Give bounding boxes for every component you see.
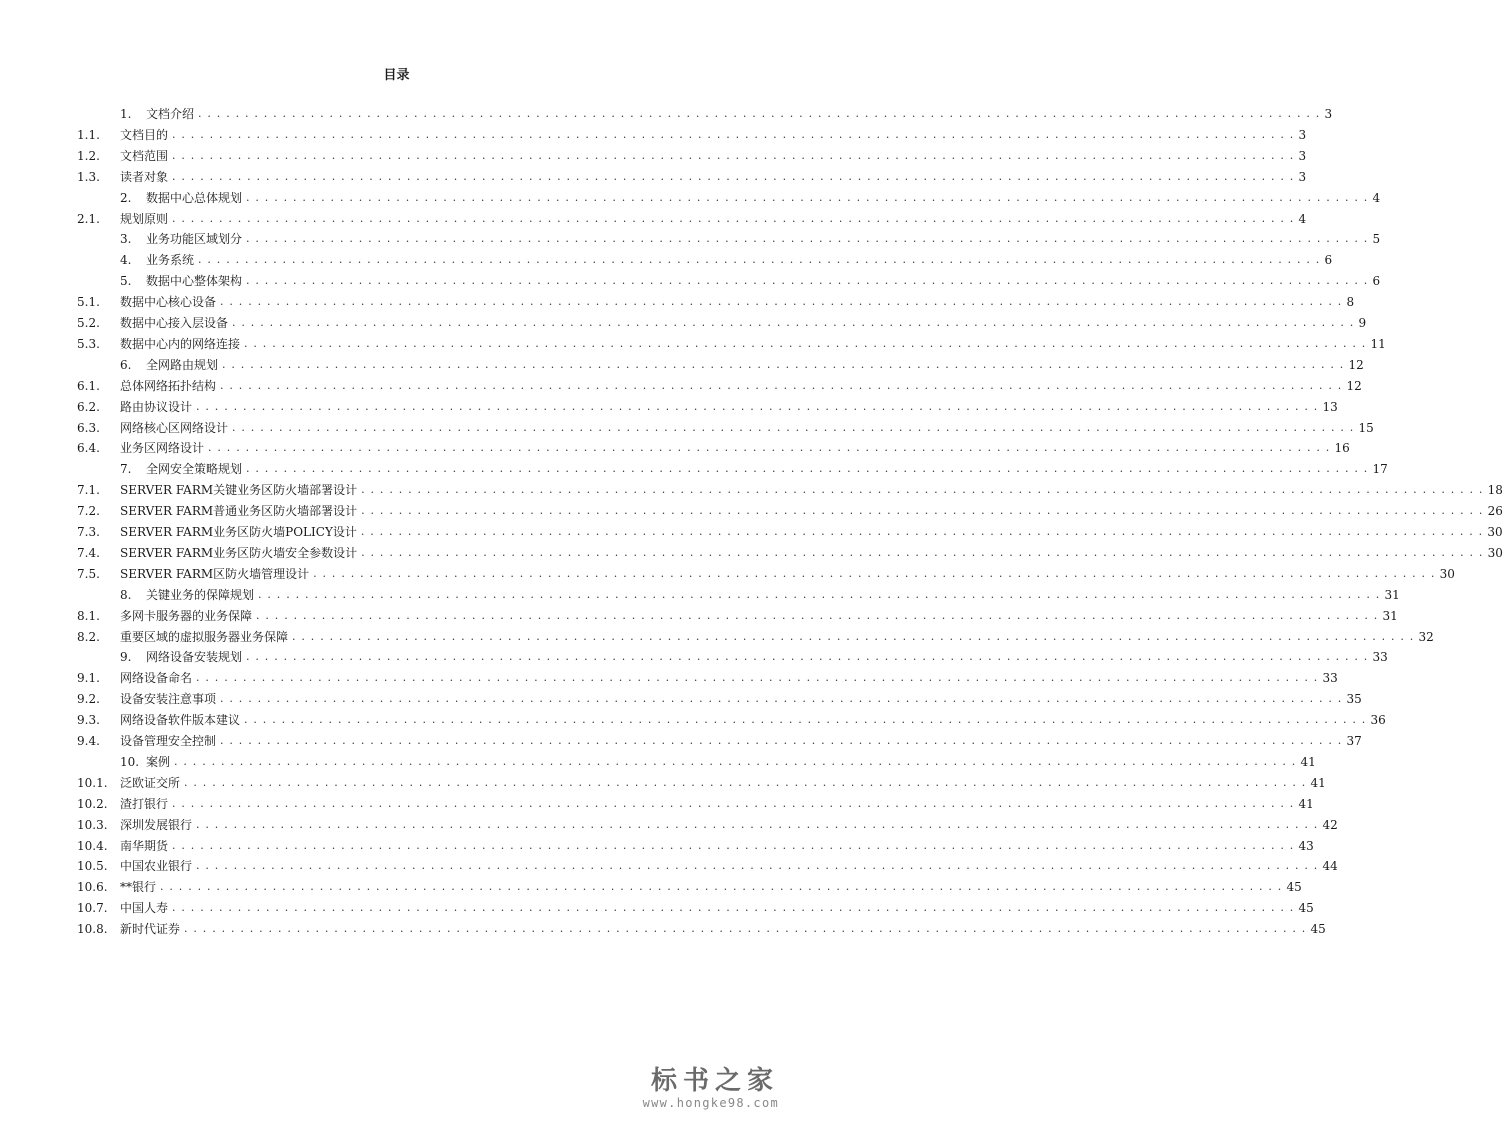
toc-entry[interactable] xyxy=(77,877,1302,897)
toc-entry-number: 9.2. xyxy=(77,692,100,707)
toc-entry-number: 10.4. xyxy=(77,838,108,853)
toc-entry-title: 网络设备命名 xyxy=(120,671,193,686)
toc-entry-title: SERVER FARM业务区防火墙安全参数设计 xyxy=(120,545,358,560)
toc-leader-dots: . . . . . . . . . . . . . . . . . . . . . . . . . . . . . . . . . . . . . . . . . . . . . . . . . . . . . . . . . . . . . . . . . . . . . . . . . . . . . . . . . . . . . . . . . . . . . . . . . . . . . . . . . . . . . . . . . . . . . . . . xyxy=(292,629,1415,643)
toc-entry-page: 45 xyxy=(1298,901,1314,916)
toc-entry-number: 5.1. xyxy=(77,295,100,310)
toc-entry[interactable] xyxy=(77,564,1455,584)
toc-entry-title: 渣打银行 xyxy=(120,796,169,811)
toc-entry[interactable] xyxy=(77,146,1307,166)
toc-entry-title: 文档介绍 xyxy=(146,107,195,121)
toc-leader-dots: . . . . . . . . . . . . . . . . . . . . . . . . . . . . . . . . . . . . . . . . . . . . . . . . . . . . . . . . . . . . . . . . . . . . . . . . . . . . . . . . . . . . . . . . . . . . . . . . . . . . . . . . . . . . . . . . . . . . . . . . xyxy=(172,796,1295,810)
toc-entry[interactable] xyxy=(77,480,1503,500)
toc-entry-title: 南华期货 xyxy=(120,838,169,853)
toc-entry-page: 5 xyxy=(1372,232,1381,247)
toc-entry[interactable] xyxy=(77,397,1338,417)
toc-entry-number: 9. xyxy=(120,650,132,665)
toc-entry[interactable] xyxy=(0,752,1316,772)
toc-entry[interactable] xyxy=(77,710,1386,730)
toc-entry-title: 文档范围 xyxy=(120,148,169,163)
toc-entry-title: 关键业务的保障规划 xyxy=(146,587,255,602)
toc-entry-number: 10.6. xyxy=(77,880,108,895)
toc-entry[interactable] xyxy=(0,459,1388,479)
toc-entry[interactable] xyxy=(0,229,1381,249)
toc-entry[interactable] xyxy=(77,773,1326,793)
toc-entry-number: 6.1. xyxy=(77,378,100,393)
toc-entry-title: 重要区域的虚拟服务器业务保障 xyxy=(120,629,289,644)
toc-leader-dots: . . . . . . . . . . . . . . . . . . . . . . . . . . . . . . . . . . . . . . . . . . . . . . . . . . . . . . . . . . . . . . . . . . . . . . . . . . . . . . . . . . . . . . . . . . . . . . . . . . . . . . . . . . . . . . . . . . . . . . . . xyxy=(172,127,1295,141)
toc-leader-dots: . . . . . . . . . . . . . . . . . . . . . . . . . . . . . . . . . . . . . . . . . . . . . . . . . . . . . . . . . . . . . . . . . . . . . . . . . . . . . . . . . . . . . . . . . . . . . . . . . . . . . . . . . . . . . . . . . . . . . . . . xyxy=(222,357,1345,371)
toc-entry-number: 5.3. xyxy=(77,336,100,351)
toc-entry-page: 26 xyxy=(1487,504,1503,519)
toc-entry-number: 10.1. xyxy=(77,775,108,790)
toc-entry-title: 数据中心总体规划 xyxy=(146,190,243,205)
toc-entry[interactable] xyxy=(0,250,1333,270)
toc-entry-number: 8. xyxy=(120,587,132,602)
toc-entry[interactable] xyxy=(77,606,1398,626)
toc-entry-number: 10.2. xyxy=(77,796,108,811)
toc-entry[interactable] xyxy=(77,167,1307,187)
toc-entry-title: 案例 xyxy=(146,754,171,769)
toc-entry-number: 6.4. xyxy=(77,441,100,456)
toc-entry-page: 15 xyxy=(1358,420,1374,435)
toc-entry-title: SERVER FARM关键业务区防火墙部署设计 xyxy=(120,483,358,498)
toc-entry-number: 8.1. xyxy=(77,608,100,623)
toc-entry-title: SERVER FARM区防火墙管理设计 xyxy=(120,566,310,581)
toc-entry-page: 6 xyxy=(1372,274,1381,289)
toc-entry-title: 多网卡服务器的业务保障 xyxy=(120,608,253,623)
toc-leader-dots: . . . . . . . . . . . . . . . . . . . . . . . . . . . . . . . . . . . . . . . . . . . . . . . . . . . . . . . . . . . . . . . . . . . . . . . . . . . . . . . . . . . . . . . . . . . . . . . . . . . . . . . . . . . . . . . . . . . . . . . . xyxy=(361,545,1484,559)
toc-entry-title: SERVER FARM业务区防火墙POLICY设计 xyxy=(120,525,357,539)
toc-entry-number: 7.1. xyxy=(77,483,100,498)
toc-entry-number: 1.3. xyxy=(77,169,100,184)
toc-entry-number: 6. xyxy=(120,357,132,372)
toc-entry-number: 7. xyxy=(120,462,132,477)
toc-entry-page: 9 xyxy=(1358,316,1367,330)
toc-entry-number: 6.2. xyxy=(77,399,100,414)
toc-title: 目录 xyxy=(383,68,410,83)
toc-entry[interactable] xyxy=(77,418,1374,438)
toc-entry-number: 4. xyxy=(120,253,132,268)
toc-entry[interactable] xyxy=(0,585,1400,605)
toc-leader-dots: . . . . . . . . . . . . . . . . . . . . . . . . . . . . . . . . . . . . . . . . . . . . . . . . . . . . . . . . . . . . . . . . . . . . . . . . . . . . . . . . . . . . . . . . . . . . . . . . . . . . . . . . . . . . . . . . . . . . . . . . xyxy=(196,399,1319,413)
toc-leader-dots: . . . . . . . . . . . . . . . . . . . . . . . . . . . . . . . . . . . . . . . . . . . . . . . . . . . . . . . . . . . . . . . . . . . . . . . . . . . . . . . . . . . . . . . . . . . . . . . . . . . . . . . . . . . . . . . . . . . . . . . . xyxy=(174,754,1297,768)
toc-entry-title: 业务区网络设计 xyxy=(120,441,205,456)
toc-entry-title: 设备管理安全控制 xyxy=(120,734,217,748)
toc-entry[interactable] xyxy=(77,438,1350,458)
toc-entry-page: 35 xyxy=(1346,692,1362,707)
toc-entry-title: 全网安全策略规划 xyxy=(146,462,243,477)
toc-entry-title: 网络设备软件版本建议 xyxy=(120,713,241,728)
toc-entry-number: 7.5. xyxy=(77,566,100,581)
toc-entry-page: 16 xyxy=(1334,441,1350,456)
toc-entry-number: 1. xyxy=(120,107,132,121)
toc-leader-dots: . . . . . . . . . . . . . . . . . . . . . . . . . . . . . . . . . . . . . . . . . . . . . . . . . . . . . . . . . . . . . . . . . . . . . . . . . . . . . . . . . . . . . . . . . . . . . . . . . . . . . . . . . . . . . . . . . . . . . . . . xyxy=(246,190,1369,204)
toc-entry[interactable] xyxy=(77,209,1307,229)
toc-leader-dots: . . . . . . . . . . . . . . . . . . . . . . . . . . . . . . . . . . . . . . . . . . . . . . . . . . . . . . . . . . . . . . . . . . . . . . . . . . . . . . . . . . . . . . . . . . . . . . . . . . . . . . . . . . . . . . . . . . . . . . . . xyxy=(172,148,1295,162)
toc-entry-page: 30 xyxy=(1487,545,1503,560)
toc-entry-title: 路由协议设计 xyxy=(120,399,193,414)
toc-leader-dots: . . . . . . . . . . . . . . . . . . . . . . . . . . . . . . . . . . . . . . . . . . . . . . . . . . . . . . . . . . . . . . . . . . . . . . . . . . . . . . . . . . . . . . . . . . . . . . . . . . . . . . . . . . . . . . . . . . . . . . . . xyxy=(198,107,1321,120)
toc-entry[interactable] xyxy=(77,731,1362,751)
toc-entry-page: 31 xyxy=(1382,608,1398,623)
toc-entry[interactable] xyxy=(77,543,1503,563)
toc-entry-title: 全网路由规划 xyxy=(146,357,219,372)
toc-leader-dots: . . . . . . . . . . . . . . . . . . . . . . . . . . . . . . . . . . . . . . . . . . . . . . . . . . . . . . . . . . . . . . . . . . . . . . . . . . . . . . . . . . . . . . . . . . . . . . . . . . . . . . . . . . . . . . . . . . . . . . . . xyxy=(196,817,1319,831)
toc-entry-title: 中国农业银行 xyxy=(120,859,193,874)
toc-entry-page: 31 xyxy=(1384,587,1400,602)
toc-leader-dots: . . . . . . . . . . . . . . . . . . . . . . . . . . . . . . . . . . . . . . . . . . . . . . . . . . . . . . . . . . . . . . . . . . . . . . . . . . . . . . . . . . . . . . . . . . . . . . . . . . . . . . . . . . . . . . . . . . . . . . . . xyxy=(313,566,1436,580)
toc-entry-page: 41 xyxy=(1298,796,1314,811)
toc-leader-dots: . . . . . . . . . . . . . . . . . . . . . . . . . . . . . . . . . . . . . . . . . . . . . . . . . . . . . . . . . . . . . . . . . . . . . . . . . . . . . . . . . . . . . . . . . . . . . . . . . . . . . . . . . . . . . . . . . . . . . . . . xyxy=(361,483,1484,497)
toc-entry[interactable] xyxy=(77,522,1503,542)
toc-entry-page: 12 xyxy=(1348,357,1364,372)
toc-leader-dots: . . . . . . . . . . . . . . . . . . . . . . . . . . . . . . . . . . . . . . . . . . . . . . . . . . . . . . . . . . . . . . . . . . . . . . . . . . . . . . . . . . . . . . . . . . . . . . . . . . . . . . . . . . . . . . . . . . . . . . . . xyxy=(220,734,1343,747)
toc-leader-dots: . . . . . . . . . . . . . . . . . . . . . . . . . . . . . . . . . . . . . . . . . . . . . . . . . . . . . . . . . . . . . . . . . . . . . . . . . . . . . . . . . . . . . . . . . . . . . . . . . . . . . . . . . . . . . . . . . . . . . . . . xyxy=(172,901,1295,915)
toc-entry-page: 11 xyxy=(1370,336,1386,351)
toc-leader-dots: . . . . . . . . . . . . . . . . . . . . . . . . . . . . . . . . . . . . . . . . . . . . . . . . . . . . . . . . . . . . . . . . . . . . . . . . . . . . . . . . . . . . . . . . . . . . . . . . . . . . . . . . . . . . . . . . . . . . . . . . xyxy=(258,587,1381,601)
toc-entry[interactable] xyxy=(77,376,1362,396)
toc-entry-title: 规划原则 xyxy=(120,211,169,226)
toc-leader-dots: . . . . . . . . . . . . . . . . . . . . . . . . . . . . . . . . . . . . . . . . . . . . . . . . . . . . . . . . . . . . . . . . . . . . . . . . . . . . . . . . . . . . . . . . . . . . . . . . . . . . . . . . . . . . . . . . . . . . . . . . xyxy=(172,169,1295,183)
toc-leader-dots: . . . . . . . . . . . . . . . . . . . . . . . . . . . . . . . . . . . . . . . . . . . . . . . . . . . . . . . . . . . . . . . . . . . . . . . . . . . . . . . . . . . . . . . . . . . . . . . . . . . . . . . . . . . . . . . . . . . . . . . . xyxy=(172,211,1295,225)
toc-entry[interactable] xyxy=(77,898,1314,918)
toc-entry-title: **银行 xyxy=(120,880,157,895)
toc-entry-page: 32 xyxy=(1418,629,1434,644)
toc-entry[interactable] xyxy=(77,689,1362,709)
toc-entry-page: 18 xyxy=(1487,483,1503,498)
toc-entry-page: 8 xyxy=(1346,295,1355,310)
toc-entry[interactable] xyxy=(77,125,1307,145)
toc-leader-dots: . . . . . . . . . . . . . . . . . . . . . . . . . . . . . . . . . . . . . . . . . . . . . . . . . . . . . . . . . . . . . . . . . . . . . . . . . . . . . . . . . . . . . . . . . . . . . . . . . . . . . . . . . . . . . . . . . . . . . . . . xyxy=(244,336,1367,350)
toc-entry-number: 7.2. xyxy=(77,504,100,519)
toc-leader-dots: . . . . . . . . . . . . . . . . . . . . . . . . . . . . . . . . . . . . . . . . . . . . . . . . . . . . . . . . . . . . . . . . . . . . . . . . . . . . . . . . . . . . . . . . . . . . . . . . . . . . . . . . . . . . . . . . . . . . . . . . xyxy=(208,441,1331,455)
toc-entry[interactable] xyxy=(77,794,1314,814)
toc-entry[interactable] xyxy=(77,836,1314,856)
toc-leader-dots: . . . . . . . . . . . . . . . . . . . . . . . . . . . . . . . . . . . . . . . . . . . . . . . . . . . . . . . . . . . . . . . . . . . . . . . . . . . . . . . . . . . . . . . . . . . . . . . . . . . . . . . . . . . . . . . . . . . . . . . . xyxy=(246,462,1369,476)
toc-leader-dots: . . . . . . . . . . . . . . . . . . . . . . . . . . . . . . . . . . . . . . . . . . . . . . . . . . . . . . . . . . . . . . . . . . . . . . . . . . . . . . . . . . . . . . . . . . . . . . . . . . . . . . . . . . . . . . . . . . . . . . . . xyxy=(220,378,1343,392)
toc-entry-number: 3. xyxy=(120,232,132,247)
toc-entry[interactable] xyxy=(0,271,1381,291)
toc-entry-page: 41 xyxy=(1300,754,1316,769)
toc-entry-title: 文档目的 xyxy=(120,127,169,142)
toc-entry-title: 数据中心接入层设备 xyxy=(120,316,229,330)
toc-leader-dots: . . . . . . . . . . . . . . . . . . . . . . . . . . . . . . . . . . . . . . . . . . . . . . . . . . . . . . . . . . . . . . . . . . . . . . . . . . . . . . . . . . . . . . . . . . . . . . . . . . . . . . . . . . . . . . . . . . . . . . . . xyxy=(361,504,1484,518)
toc-entry-number: 10.5. xyxy=(77,859,108,874)
toc-entry-page: 36 xyxy=(1370,713,1386,728)
toc-entry[interactable] xyxy=(77,815,1338,835)
toc-entry[interactable] xyxy=(0,188,1381,208)
toc-entry-page: 30 xyxy=(1487,525,1503,539)
toc-leader-dots: . . . . . . . . . . . . . . . . . . . . . . . . . . . . . . . . . . . . . . . . . . . . . . . . . . . . . . . . . . . . . . . . . . . . . . . . . . . . . . . . . . . . . . . . . . . . . . . . . . . . . . . . . . . . . . . . . . . . . . . . xyxy=(220,295,1343,309)
toc-entry-number: 7.3. xyxy=(77,525,100,539)
toc-leader-dots: . . . . . . . . . . . . . . . . . . . . . . . . . . . . . . . . . . . . . . . . . . . . . . . . . . . . . . . . . . . . . . . . . . . . . . . . . . . . . . . . . . . . . . . . . . . . . . . . . . . . . . . . . . . . . . . . . . . . . . . . xyxy=(172,838,1295,852)
toc-entry-page: 17 xyxy=(1372,462,1388,477)
toc-entry-page: 3 xyxy=(1324,107,1333,121)
toc-entry-page: 12 xyxy=(1346,378,1362,393)
toc-entry-page: 4 xyxy=(1372,190,1381,205)
toc-leader-dots: . . . . . . . . . . . . . . . . . . . . . . . . . . . . . . . . . . . . . . . . . . . . . . . . . . . . . . . . . . . . . . . . . . . . . . . . . . . . . . . . . . . . . . . . . . . . . . . . . . . . . . . . . . . . . . . . . . . . . . . . xyxy=(246,232,1369,246)
toc-entry-page: 41 xyxy=(1310,775,1326,790)
toc-leader-dots: . . . . . . . . . . . . . . . . . . . . . . . . . . . . . . . . . . . . . . . . . . . . . . . . . . . . . . . . . . . . . . . . . . . . . . . . . . . . . . . . . . . . . . . . . . . . . . . . . . . . . . . . . . . . . . . . . . . . . . . . xyxy=(198,253,1321,267)
toc-leader-dots: . . . . . . . . . . . . . . . . . . . . . . . . . . . . . . . . . . . . . . . . . . . . . . . . . . . . . . . . . . . . . . . . . . . . . . . . . . . . . . . . . . . . . . . . . . . . . . . . . . . . . . . . . . . . . . . . . . . . . . . . xyxy=(232,420,1355,434)
toc-entry-page: 3 xyxy=(1298,169,1307,184)
toc-leader-dots: . . . . . . . . . . . . . . . . . . . . . . . . . . . . . . . . . . . . . . . . . . . . . . . . . . . . . . . . . . . . . . . . . . . . . . . . . . . . . . . . . . . . . . . . . . . . . . . . . . . . . . . . . . . . . . . . . . . . . . . . xyxy=(256,608,1379,622)
toc-entry-title: 设备安装注意事项 xyxy=(120,692,217,707)
toc-entry[interactable] xyxy=(77,627,1434,647)
toc-entry-title: 数据中心整体架构 xyxy=(146,274,243,289)
toc-entry[interactable] xyxy=(77,919,1326,939)
toc-entry[interactable] xyxy=(77,668,1338,688)
toc-entry-title: 业务系统 xyxy=(146,253,195,268)
watermark-name: 标书之家 xyxy=(650,1066,779,1096)
toc-leader-dots: . . . . . . . . . . . . . . . . . . . . . . . . . . . . . . . . . . . . . . . . . . . . . . . . . . . . . . . . . . . . . . . . . . . . . . . . . . . . . . . . . . . . . . . . . . . . . . . . . . . . . . . . . . . . . . . . . . . . . . . . xyxy=(246,274,1369,288)
toc-entry-number: 9.3. xyxy=(77,713,100,728)
toc-entry-page: 45 xyxy=(1310,922,1326,937)
toc-entry-number: 2.1. xyxy=(77,211,100,226)
toc-entry-number: 10.7. xyxy=(77,901,108,916)
toc-leader-dots: . . . . . . . . . . . . . . . . . . . . . . . . . . . . . . . . . . . . . . . . . . . . . . . . . . . . . . . . . . . . . . . . . . . . . . . . . . . . . . . . . . . . . . . . . . . . . . . . . . . . . . . . . . . . . . . . . . . . . . . . xyxy=(196,859,1319,873)
toc-leader-dots: . . . . . . . . . . . . . . . . . . . . . . . . . . . . . . . . . . . . . . . . . . . . . . . . . . . . . . . . . . . . . . . . . . . . . . . . . . . . . . . . . . . . . . . . . . . . . . . . . . . . . . . . . . . . . . . . . . . . . . . . xyxy=(220,692,1343,706)
toc-entry-title: 中国人寿 xyxy=(120,901,169,916)
toc-entry-page: 45 xyxy=(1286,880,1302,895)
toc-entry[interactable] xyxy=(77,334,1386,354)
toc-entry[interactable] xyxy=(0,355,1364,375)
toc-entry-title: SERVER FARM普通业务区防火墙部署设计 xyxy=(120,504,358,519)
toc-entry-page: 4 xyxy=(1298,211,1307,226)
toc-entry-title: 业务功能区域划分 xyxy=(146,232,243,247)
toc-entry-number: 9.1. xyxy=(77,671,100,686)
toc-leader-dots: . . . . . . . . . . . . . . . . . . . . . . . . . . . . . . . . . . . . . . . . . . . . . . . . . . . . . . . . . . . . . . . . . . . . . . . . . . . . . . . . . . . . . . . . . . . . . . . . . . . . . . . . . . . . . . . . . . . . . . . . xyxy=(160,880,1283,894)
toc-entry[interactable] xyxy=(0,104,1333,124)
toc-entry-number: 1.2. xyxy=(77,148,100,163)
toc-leader-dots: . . . . . . . . . . . . . . . . . . . . . . . . . . . . . . . . . . . . . . . . . . . . . . . . . . . . . . . . . . . . . . . . . . . . . . . . . . . . . . . . . . . . . . . . . . . . . . . . . . . . . . . . . . . . . . . . . . . . . . . . xyxy=(246,650,1369,664)
toc-entry-title: 新时代证券 xyxy=(120,922,181,937)
toc-entry-number: 5.2. xyxy=(77,316,100,330)
toc-entry-number: 5. xyxy=(120,274,132,289)
toc-entry-page: 30 xyxy=(1439,566,1455,581)
toc-entry-number: 7.4. xyxy=(77,545,100,560)
toc-entry[interactable] xyxy=(77,501,1503,521)
toc-entry-number: 8.2. xyxy=(77,629,100,644)
toc-entry-title: 总体网络拓扑结构 xyxy=(120,378,217,393)
toc-leader-dots: . . . . . . . . . . . . . . . . . . . . . . . . . . . . . . . . . . . . . . . . . . . . . . . . . . . . . . . . . . . . . . . . . . . . . . . . . . . . . . . . . . . . . . . . . . . . . . . . . . . . . . . . . . . . . . . . . . . . . . . . xyxy=(244,713,1367,727)
watermark-url: www.hongke98.com xyxy=(642,1096,779,1110)
toc-entry-page: 6 xyxy=(1324,253,1333,268)
toc-entry-page: 42 xyxy=(1322,817,1338,832)
toc-entry-page: 3 xyxy=(1298,148,1307,163)
toc-entry-number: 10.8. xyxy=(77,922,108,937)
toc-leader-dots: . . . . . . . . . . . . . . . . . . . . . . . . . . . . . . . . . . . . . . . . . . . . . . . . . . . . . . . . . . . . . . . . . . . . . . . . . . . . . . . . . . . . . . . . . . . . . . . . . . . . . . . . . . . . . . . . . . . . . . . . xyxy=(184,775,1307,789)
toc-entry[interactable] xyxy=(77,313,1367,333)
toc-entry[interactable] xyxy=(0,647,1388,667)
toc-entry-title: 数据中心核心设备 xyxy=(120,295,217,310)
toc-entry[interactable] xyxy=(77,856,1338,876)
toc-leader-dots: . . . . . . . . . . . . . . . . . . . . . . . . . . . . . . . . . . . . . . . . . . . . . . . . . . . . . . . . . . . . . . . . . . . . . . . . . . . . . . . . . . . . . . . . . . . . . . . . . . . . . . . . . . . . . . . . . . . . . . . . xyxy=(360,525,1484,538)
toc-entry[interactable] xyxy=(77,292,1355,312)
toc-entry-number: 2. xyxy=(120,190,132,205)
toc-entry-page: 43 xyxy=(1298,838,1314,853)
toc-leader-dots: . . . . . . . . . . . . . . . . . . . . . . . . . . . . . . . . . . . . . . . . . . . . . . . . . . . . . . . . . . . . . . . . . . . . . . . . . . . . . . . . . . . . . . . . . . . . . . . . . . . . . . . . . . . . . . . . . . . . . . . . xyxy=(184,922,1307,936)
toc-entry-number: 10.3. xyxy=(77,817,108,832)
toc-entry-title: 数据中心内的网络连接 xyxy=(120,336,241,351)
toc-entry-number: 6.3. xyxy=(77,420,100,435)
toc-leader-dots: . . . . . . . . . . . . . . . . . . . . . . . . . . . . . . . . . . . . . . . . . . . . . . . . . . . . . . . . . . . . . . . . . . . . . . . . . . . . . . . . . . . . . . . . . . . . . . . . . . . . . . . . . . . . . . . . . . . . . . . . xyxy=(196,671,1319,685)
watermark-logo xyxy=(643,1066,779,1110)
toc-entry-page: 33 xyxy=(1322,671,1338,686)
toc-entry-title: 网络设备安装规划 xyxy=(146,650,243,665)
toc-entry-page: 13 xyxy=(1322,399,1338,414)
toc-leader-dots: . . . . . . . . . . . . . . . . . . . . . . . . . . . . . . . . . . . . . . . . . . . . . . . . . . . . . . . . . . . . . . . . . . . . . . . . . . . . . . . . . . . . . . . . . . . . . . . . . . . . . . . . . . . . . . . . . . . . . . . . xyxy=(232,316,1355,329)
toc-entry-page: 33 xyxy=(1372,650,1388,665)
toc-entry-title: 泛欧证交所 xyxy=(120,775,181,790)
toc-entry-title: 深圳发展银行 xyxy=(120,817,193,832)
toc-entry-number: 1.1. xyxy=(77,127,100,142)
toc-entry-number: 9.4. xyxy=(77,734,100,748)
toc-entry-title: 网络核心区网络设计 xyxy=(120,420,229,435)
toc-entry-page: 44 xyxy=(1322,859,1338,874)
toc-entry-page: 3 xyxy=(1298,127,1307,142)
toc-entry-page: 37 xyxy=(1346,734,1362,748)
toc-entry-title: 读者对象 xyxy=(120,169,169,184)
toc-entry-number: 10. xyxy=(120,754,140,769)
